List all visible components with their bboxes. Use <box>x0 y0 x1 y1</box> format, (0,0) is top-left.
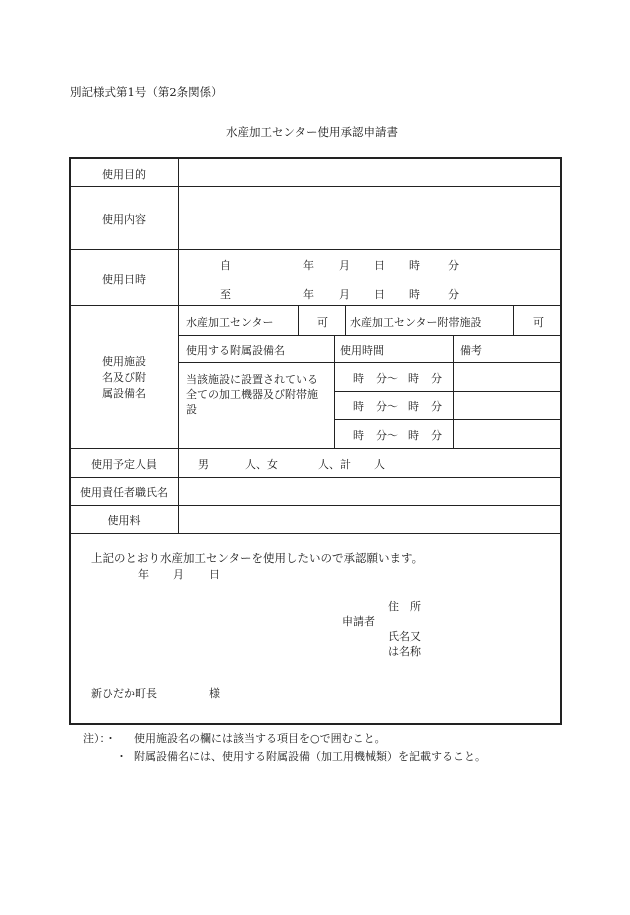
equipment-note-line: 当該施設に設置されている <box>186 373 318 386</box>
fee-field[interactable] <box>180 507 560 532</box>
label-column-divider <box>178 158 179 533</box>
facility-divider <box>453 335 454 448</box>
note-item: 使用施設名の欄には該当する項目を○で囲むこと。 <box>134 732 386 745</box>
declaration-month[interactable]: 月 <box>173 568 184 581</box>
responsible-label: 使用責任者職氏名 <box>80 486 168 499</box>
center-name: 水産加工センター <box>186 316 274 329</box>
datetime-to-label: 至 <box>220 288 231 301</box>
row-divider <box>70 448 561 449</box>
declaration-text: 上記のとおり水産加工センターを使用したいので承認願います。 <box>91 551 424 565</box>
content-label: 使用内容 <box>102 213 146 226</box>
time-header: 使用時間 <box>340 344 384 357</box>
facility-divider <box>178 335 561 336</box>
people-male[interactable]: 男 <box>198 458 209 471</box>
time-hour: 時 <box>353 429 364 442</box>
equipment-note-line: 設 <box>186 403 197 416</box>
datetime-from-label: 自 <box>220 259 231 272</box>
content-field[interactable] <box>180 188 560 248</box>
time-hour2: 時 <box>408 372 419 385</box>
facility-divider <box>178 362 561 363</box>
people-unit: 人 <box>374 458 385 471</box>
to-day[interactable]: 日 <box>374 288 385 301</box>
annex-ok-option[interactable]: 可 <box>533 316 544 329</box>
row-divider <box>70 477 561 478</box>
time-minute: 分～ <box>376 372 398 385</box>
to-minute[interactable]: 分 <box>448 288 459 301</box>
addressee: 新ひだか町長 <box>91 687 157 700</box>
time-minute2: 分 <box>431 400 442 413</box>
time-row-divider <box>334 419 561 420</box>
facility-label-line: 名及び附 <box>102 371 146 384</box>
time-hour: 時 <box>353 372 364 385</box>
time-minute: 分～ <box>376 400 398 413</box>
applicant-label: 申請者 <box>342 615 375 628</box>
remarks-header: 備考 <box>460 344 482 357</box>
purpose-label: 使用目的 <box>102 168 146 181</box>
time-hour2: 時 <box>408 400 419 413</box>
fee-label: 使用料 <box>107 514 141 527</box>
facility-divider <box>345 305 346 335</box>
to-year[interactable]: 年 <box>303 288 314 301</box>
facility-divider <box>513 305 514 335</box>
time-hour2: 時 <box>408 429 419 442</box>
time-row[interactable] <box>353 398 442 414</box>
facility-divider <box>298 305 299 335</box>
time-hour: 時 <box>353 400 364 413</box>
honorific: 様 <box>209 687 220 700</box>
to-month[interactable]: 月 <box>339 288 350 301</box>
purpose-field[interactable] <box>180 159 560 185</box>
row-divider <box>70 249 561 250</box>
from-month[interactable]: 月 <box>339 259 350 272</box>
form-number: 別記様式第1号（第2条関係） <box>70 85 223 99</box>
time-minute: 分～ <box>376 429 398 442</box>
row-divider <box>70 186 561 187</box>
row-divider <box>70 305 561 306</box>
facility-label-line: 使用施設 <box>102 355 146 368</box>
note-item: 附属設備名には、使用する附属設備（加工用機械類）を記載すること。 <box>134 750 486 763</box>
datetime-label: 使用日時 <box>102 273 146 286</box>
time-minute2: 分 <box>431 372 442 385</box>
people-label: 使用予定人員 <box>91 458 157 471</box>
from-minute[interactable]: 分 <box>448 259 459 272</box>
equipment-header: 使用する附属設備名 <box>186 344 285 357</box>
time-minute2: 分 <box>431 429 442 442</box>
time-row[interactable] <box>353 427 442 443</box>
name-label-line: は名称 <box>388 645 421 658</box>
notes-prefix: 注）：・ <box>83 732 116 745</box>
declaration-day[interactable]: 日 <box>209 568 220 581</box>
row-divider <box>70 505 561 506</box>
time-row-divider <box>334 391 561 392</box>
center-ok-option[interactable]: 可 <box>317 316 328 329</box>
from-day[interactable]: 日 <box>374 259 385 272</box>
people-total[interactable]: 人、計 <box>318 458 351 471</box>
people-female[interactable]: 人、女 <box>245 458 278 471</box>
from-hour[interactable]: 時 <box>409 259 420 272</box>
address-label: 住 所 <box>388 600 421 613</box>
facility-label-line: 属設備名 <box>102 387 146 400</box>
name-label-line: 氏名又 <box>388 630 421 643</box>
from-year[interactable]: 年 <box>303 259 314 272</box>
annex-name: 水産加工センター附帯施設 <box>350 316 482 329</box>
responsible-field[interactable] <box>180 479 560 504</box>
equipment-note-line: 全ての加工機器及び附帯施 <box>186 388 318 401</box>
note-bullet: ・ <box>116 750 127 763</box>
facility-divider <box>334 335 335 448</box>
row-divider <box>70 533 561 534</box>
time-row[interactable] <box>353 370 442 386</box>
declaration-year[interactable]: 年 <box>138 568 149 581</box>
form-title: 水産加工センター使用承認申請書 <box>226 125 399 139</box>
to-hour[interactable]: 時 <box>409 288 420 301</box>
